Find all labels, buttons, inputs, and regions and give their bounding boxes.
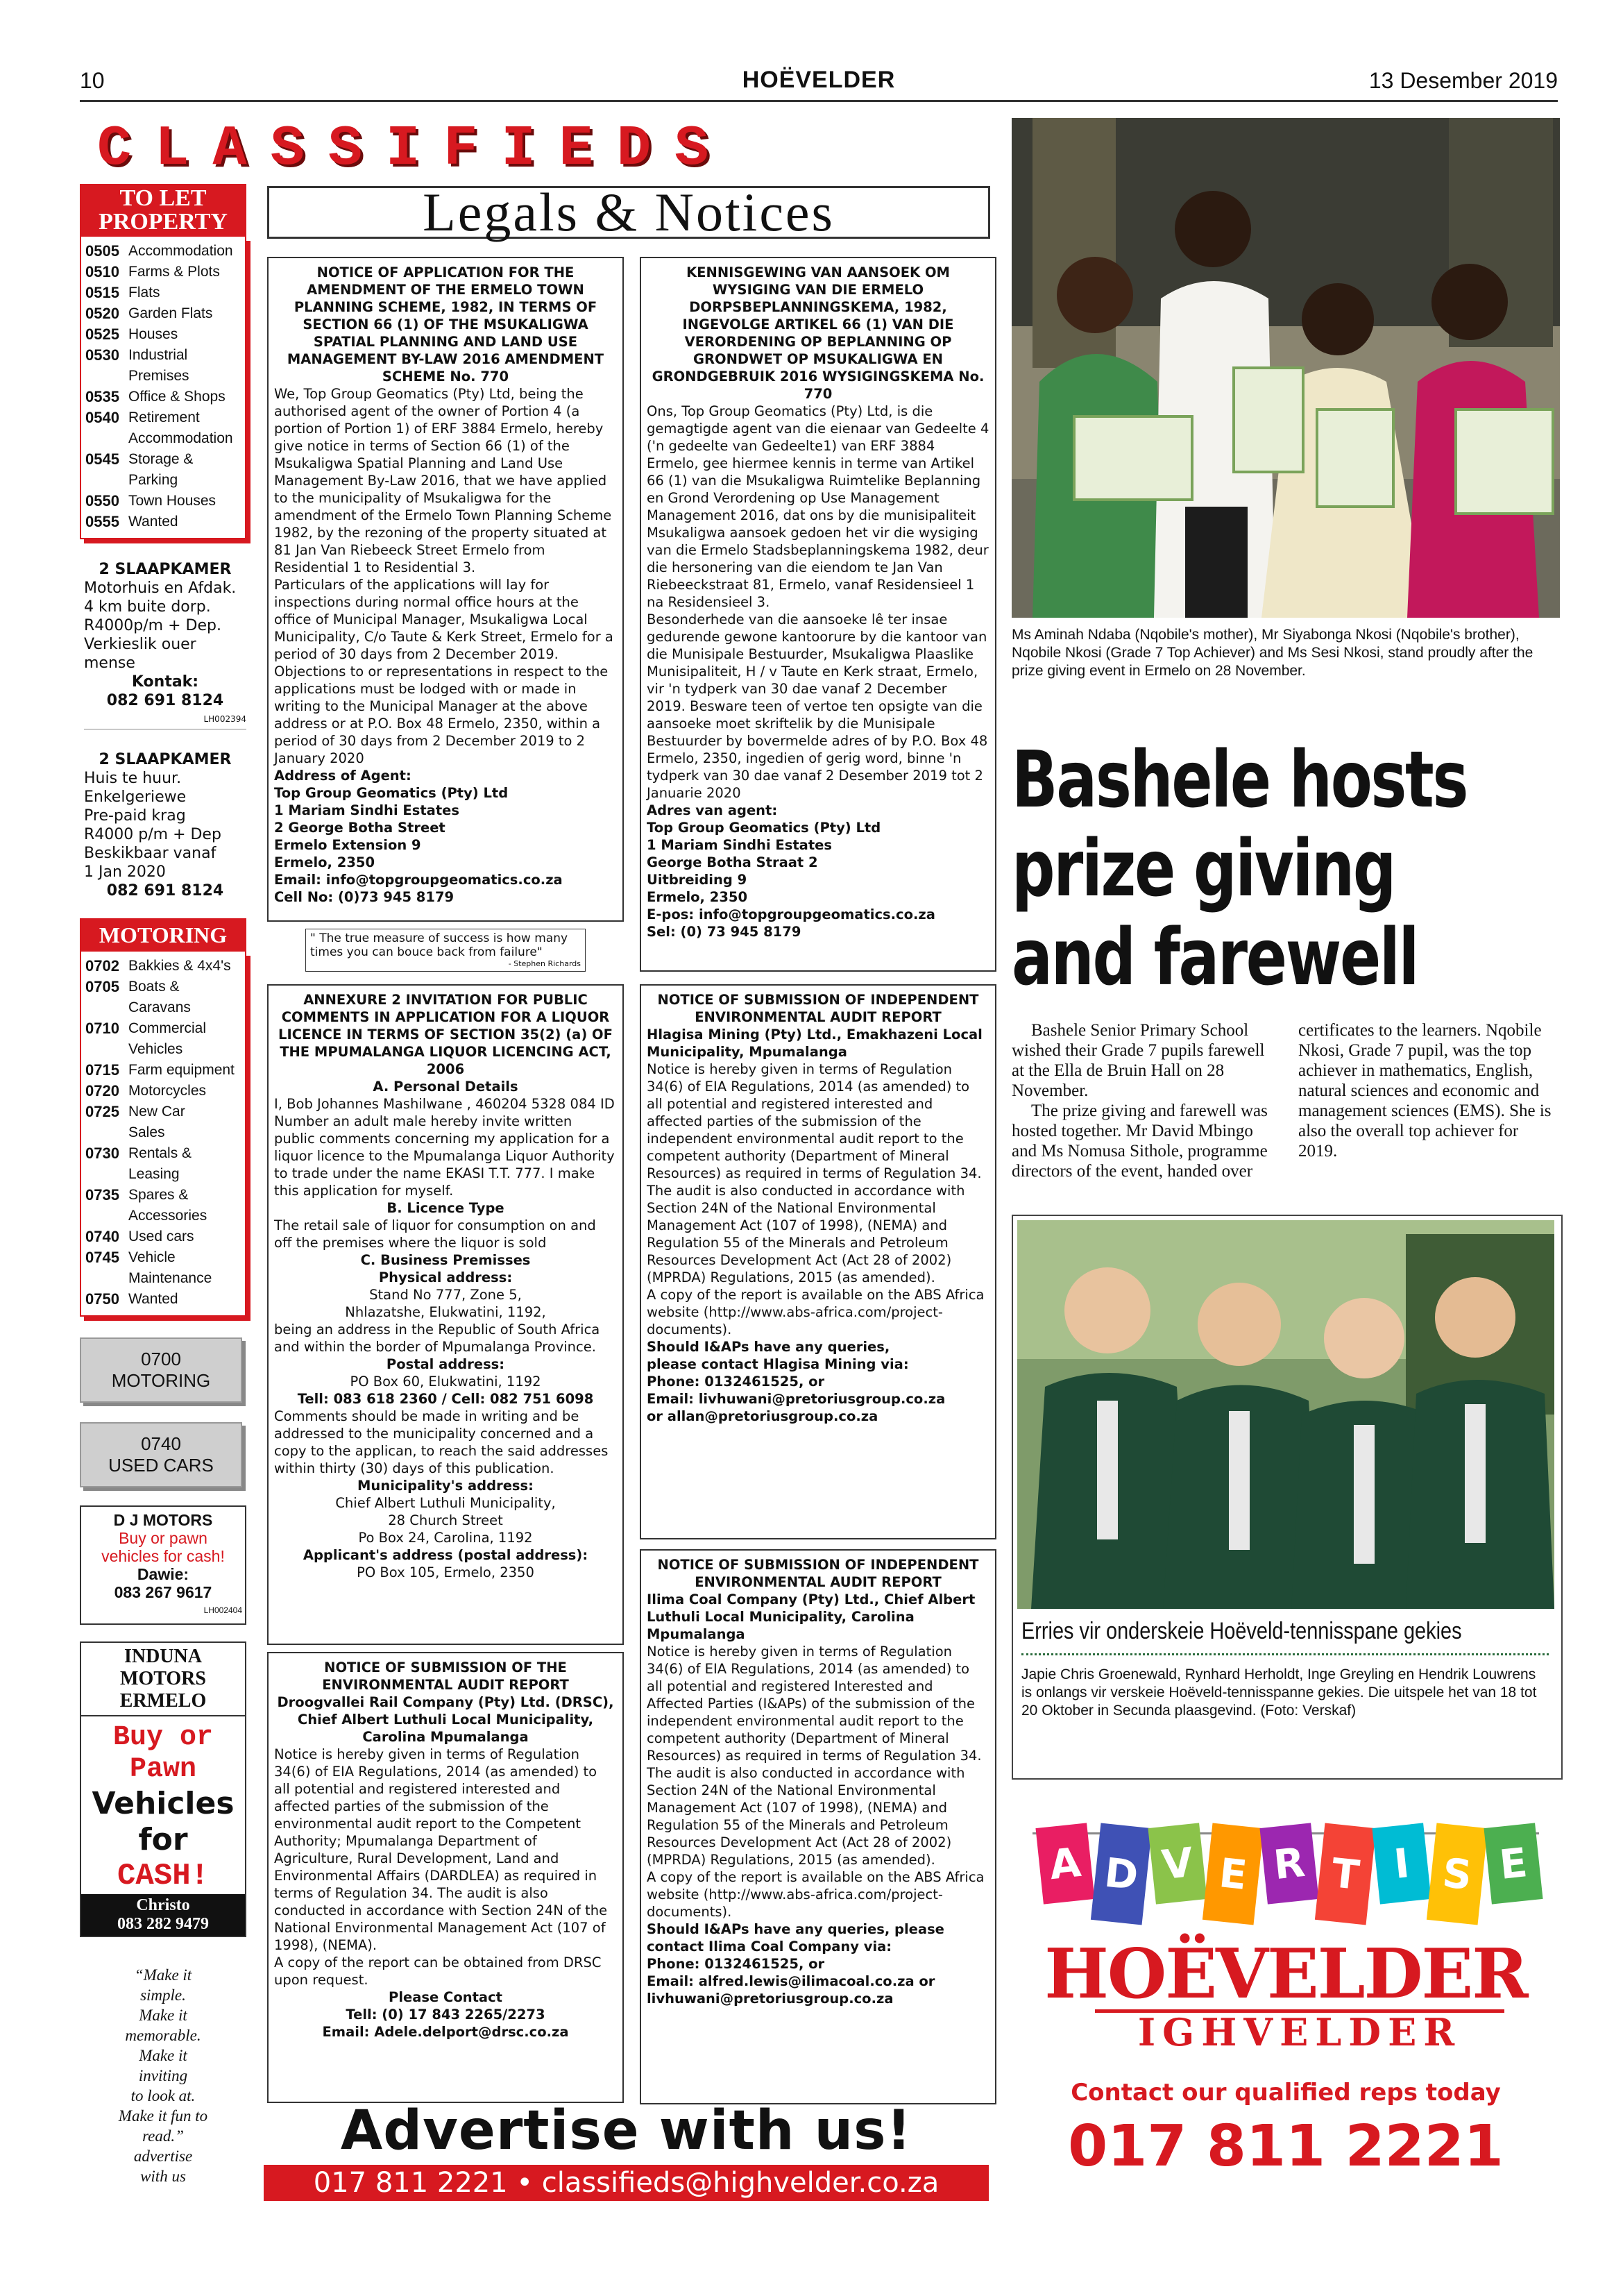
category-item[interactable] <box>85 387 242 407</box>
flag-letter: I <box>1391 1839 1411 1888</box>
advertise-letters <box>1039 1825 1539 1930</box>
headline-line: and farewell <box>1012 913 1418 1003</box>
category-code: 0550 <box>85 492 119 509</box>
notice-company: Hlagisa Mining (Pty) Ltd., Emakhazeni Local Municipality, Mpumalanga <box>647 1027 983 1060</box>
category-label: Rentals & <box>128 1145 192 1161</box>
category-item[interactable] <box>85 303 242 324</box>
contact-line: Email: livhuwani@pretoriusgroup.co.za <box>647 1391 946 1407</box>
category-label: Accommodation <box>128 243 233 259</box>
success-quote-box <box>305 929 586 972</box>
quote-line: inviting <box>138 2067 188 2084</box>
category-label: Storage & <box>128 451 194 467</box>
quote-line: Make it <box>139 2007 187 2024</box>
notice-paragraph-1: Notice is hereby given in terms of Regulation 34(6) of EIA Regulations, 2014 (as amended) to all potential and registered Interested and Affected Parties (I&APs) of the submission of the independent environmental audit report to the competent authority (Department of Mineral Resources) as required in terms of Regulation 34. <box>647 1644 982 1764</box>
contact-line: or allan@pretoriusgroup.co.za <box>647 1408 878 1424</box>
induna-vehicles: Vehicles <box>92 1786 235 1821</box>
category-label: Bakkies & 4x4's <box>128 958 231 974</box>
category-item[interactable] <box>85 1039 242 1060</box>
bunting-flag <box>1372 1823 1431 1904</box>
category-item[interactable] <box>85 1226 242 1247</box>
category-item[interactable] <box>85 241 242 262</box>
prize-giving-photo <box>1012 118 1560 618</box>
ad-line: R4000p/m + Dep. <box>84 617 221 634</box>
address-line: Stand No 777, Zone 5, <box>369 1287 522 1303</box>
category-item[interactable] <box>85 282 242 303</box>
agent-line: Email: info@topgroupgeomatics.co.za <box>274 872 563 888</box>
notice-contact <box>647 1921 989 2007</box>
category-item[interactable] <box>85 1268 242 1289</box>
section-label: MOTORING <box>111 1370 211 1391</box>
postal-address-line: PO Box 60, Elukwatini, 1192 <box>350 1374 541 1390</box>
tennis-story-caption: Japie Chris Groenewald, Rynhard Herholdt, Inge Greyling en Hendrik Louwrens is onlangs vir verskeie Hoëveld-tennisspanne gekies. Die uitspele het van 18 tot 20 Oktober in Secunda plaasgevind. (Foto: Verskaf) <box>1021 1666 1537 1719</box>
category-label: Industrial <box>128 347 188 363</box>
quote-line: “Make it <box>134 1966 192 1984</box>
section-0740-box[interactable] <box>80 1422 242 1487</box>
ad-line: Pre-paid krag <box>84 807 186 825</box>
category-label: Motorcycles <box>128 1083 207 1099</box>
advertise-quote <box>80 1965 246 2186</box>
category-code <box>85 1039 128 1060</box>
page-number: 10 <box>80 68 105 93</box>
category-item[interactable] <box>85 345 242 366</box>
category-label: Spares & <box>128 1187 189 1203</box>
hoevelder-advertise-ad[interactable] <box>1012 1791 1560 2193</box>
ad-line: Enkelgeriewe <box>84 788 187 806</box>
highvelder-logo-text: IGHVELDER <box>1095 2009 1504 2052</box>
category-label: Flats <box>128 285 160 301</box>
notice-ilima-audit <box>640 1549 996 2104</box>
comments-text: Comments should be made in writing and be addressed to the municipality concerned and a copy to the applican, to reach the said addresses within thirty (30) days of this publication. <box>274 1408 609 1476</box>
dj-motors-title: D J MOTORS <box>113 1511 213 1529</box>
category-item[interactable] <box>85 1206 242 1226</box>
category-code: 0545 <box>85 450 119 468</box>
category-item[interactable] <box>85 428 242 449</box>
category-item[interactable] <box>85 470 242 491</box>
category-code: 0510 <box>85 263 119 280</box>
notice-paragraph-2: The audit is also conducted in accordance with Section 24N of the National Environmental Management Act (107 of 1998), (NEMA) and Regulation 55 of the Minerals and Petroleum Resources Development Act (Act 28 of 2002) (MPRDA) Regulations, 2015 (as amended). <box>647 1765 965 1868</box>
notice-body-2: Besonderhede van die aansoeke lê ter insae gedurende gewone kantoorure by die kantoor van die Munisipale Bestuurder, Msukaligwa Plaaslike Munisipaliteit, H / v Taute en Kerk straat, Ermelo, vir 'n tydperk van 30 dae vanaf 2 December 2019. Besware teen of vertoe ten opsigte van die aansoeke moet skriftelik by die Munisipale Bestuurder by bovermelde adres of by P.O. Box 48 Ermelo, 2350, ingedien of gerig word, binne 'n tydperk van 30 dae vanaf 2 Desember 2019 tot 2 Januarie 2020 <box>647 611 988 801</box>
category-code <box>85 470 128 491</box>
flag-letter: E <box>1216 1849 1250 1899</box>
advertise-title: Advertise with us! <box>340 2100 912 2162</box>
category-code: 0540 <box>85 409 119 426</box>
address-line: Chief Albert Luthuli Municipality, <box>335 1495 556 1511</box>
category-item[interactable] <box>85 512 242 532</box>
headline-line: prize giving <box>1012 824 1395 914</box>
category-code: 0530 <box>85 346 119 364</box>
category-code <box>85 1164 128 1185</box>
address-line: 28 Church Street <box>388 1512 503 1528</box>
publication-name: HOËVELDER <box>742 67 896 93</box>
category-code <box>85 1122 128 1143</box>
quote-line: read.” <box>142 2127 184 2145</box>
category-code: 0730 <box>85 1145 119 1162</box>
notice-contact <box>647 1338 989 1425</box>
notice-town-planning-english <box>267 257 624 922</box>
agent-line: Ermelo, 2350 <box>647 889 748 905</box>
advertise-with-us-banner[interactable] <box>264 2100 989 2201</box>
category-label: Accessories <box>128 1208 207 1224</box>
classified-index-column <box>80 184 246 2186</box>
category-label: Leasing <box>128 1166 180 1182</box>
category-code: 0720 <box>85 1082 119 1099</box>
notice-body-2: Particulars of the applications will lay for inspections during normal office hours at the office of Municipal Manager, Msukaligwa Local Municipality, C/o Taute & Kerk Street, Ermelo for a period of 30 days from 2 December 2019. Objections to or representations in respect to the applications must be lodged with or made in writing to the Municipal Manager at the above address or at P.O. Box 48 Ermelo, 2350, within a period of 30 days from 2 December 2019 to 2 January 2020 <box>274 577 613 766</box>
section-label: USED CARS <box>108 1455 214 1476</box>
category-item[interactable] <box>85 1289 242 1310</box>
category-item[interactable] <box>85 997 242 1018</box>
bunting-flag <box>1035 1823 1094 1904</box>
dj-motors-contact: Dawie: <box>137 1565 189 1583</box>
category-code <box>85 366 128 387</box>
prize-giving-photo-image <box>1012 118 1560 618</box>
notice-body: Ons, Top Group Geomatics (Pty) Ltd, is die gemagtigde agent van die eienaar van Gedeelte 4 ('n gedeelte van Gedeelte1) van ERF 3884 Ermelo, gee hiermee kennis in terme van Artikel 66 (1) van die Msukaligwa Ruimtelike Beplanning en Grond Verordening op Use Management Management 2016, dat ons by die munisipaliteit Msukaligwa aansoek gedoen het vir die wysiging van die Ermelo Stadsbeplanningskema 1982, deur die hersonering van die eiendom te Jan Van Riebeeckstraat 81, Ermelo, vanaf Residensieel 1 na Residensieel 3. <box>647 403 989 610</box>
contact-line: Tell: (0) 17 843 2265/2273 <box>346 2007 545 2023</box>
category-label: Vehicle <box>128 1249 176 1265</box>
category-item[interactable] <box>85 324 242 345</box>
induna-phone: 083 282 9479 <box>117 1915 209 1933</box>
notice-title: NOTICE OF APPLICATION FOR THE AMENDMENT OF THE ERMELO TOWN PLANNING SCHEME, 1982, IN TERMS OF SECTION 66 (1) OF THE MSUKALIGWA SPATIAL PLANNING AND LAND USE MANAGEMENT BY-LAW 2016 AMENDMENT SCHEME No. 770 <box>287 264 604 385</box>
advertise-contact: 017 811 2221 • classifieds@highvelder.co.za <box>264 2165 989 2201</box>
ad-line: 4 km buite dorp. <box>84 598 211 616</box>
category-label: Vehicles <box>128 1041 183 1057</box>
tennis-team-photo <box>1017 1220 1554 1609</box>
physical-address-heading: Physical address: <box>378 1269 513 1285</box>
physical-address-lines <box>274 1286 617 1321</box>
municipality-address-heading: Municipality's address: <box>357 1478 534 1494</box>
category-item[interactable] <box>85 1018 242 1039</box>
bunting-flag <box>1427 1823 1488 1925</box>
notice-title: NOTICE OF SUBMISSION OF THE ENVIRONMENTAL AUDIT REPORT <box>322 1660 569 1693</box>
issue-date: 13 Desember 2019 <box>1368 68 1558 93</box>
notice-paragraph-2: The audit is also conducted in accordance with Section 24N of the National Environmental Management Act (107 of 1998), (NEMA) and Regulation 55 of the Minerals and Petroleum Resources Development Act (Act 28 of 2002) (MPRDA) Regulations, 2015 (as amended). <box>647 1183 965 1285</box>
notice-drsc-audit <box>267 1652 624 2103</box>
agent-line: Uitbreiding 9 <box>647 872 747 888</box>
quote-line: simple. <box>140 1986 186 2004</box>
classified-ad-2[interactable] <box>84 750 246 900</box>
tennis-story-box <box>1012 1215 1563 1780</box>
motoring-category-list <box>80 952 246 1317</box>
category-code: 0740 <box>85 1228 119 1245</box>
section-0700-box[interactable] <box>80 1337 242 1403</box>
category-label: Houses <box>128 326 178 342</box>
applicant-address-heading: Applicant's address (postal address): <box>303 1547 588 1563</box>
induna-contact-name: Christo <box>136 1896 190 1914</box>
agent-line: Ermelo Extension 9 <box>274 837 421 853</box>
bunting-flag <box>1091 1823 1152 1925</box>
agent-line: Top Group Geomatics (Pty) Ltd <box>274 785 509 801</box>
quote-line: to look at. <box>130 2087 196 2104</box>
contact-line: Phone: 0132461525, or <box>647 1956 825 1972</box>
contact-line: Should I&APs have any queries, <box>647 1339 890 1355</box>
quote-line: Make it fun to <box>118 2107 208 2125</box>
ad-line: Huis te huur. <box>84 770 182 787</box>
category-item[interactable] <box>85 449 242 470</box>
category-label: Farms & Plots <box>128 264 220 280</box>
agent-address <box>647 802 989 940</box>
category-code: 0725 <box>85 1103 119 1120</box>
category-code: 0710 <box>85 1020 119 1037</box>
category-code <box>85 997 128 1018</box>
page-header <box>80 64 1558 102</box>
quote-line: advertise <box>133 2147 193 2165</box>
category-item[interactable] <box>85 262 242 282</box>
category-code: 0702 <box>85 957 119 974</box>
prize-giving-caption: Ms Aminah Ndaba (Nqobile's mother), Mr Siyabonga Nkosi (Nqobile's brother), Nqobile Nkosi (Grade 7 Top Achiever) and Ms Sesi Nkosi, stand proudly after the prize giving event in Ermelo on 28 November. <box>1012 627 1533 679</box>
agent-line: Adres van agent: <box>647 802 778 818</box>
ad-line: Beskikbaar vanaf <box>84 845 216 862</box>
section-b-body: The retail sale of liquor for consumption on and off the premises where the liquor is sold <box>274 1217 596 1251</box>
physical-address-body: being an address in the Republic of South Africa and within the border of Mpumalanga Province. <box>274 1322 600 1355</box>
category-item[interactable] <box>85 1060 242 1081</box>
category-item[interactable] <box>85 1143 242 1164</box>
ad-line: Verkieslik ouer <box>84 636 196 653</box>
article-body <box>1012 1020 1560 1181</box>
section-c-heading: C. Business Premisses <box>360 1252 531 1268</box>
notice-title: NOTICE OF SUBMISSION OF INDEPENDENT ENVIRONMENTAL AUDIT REPORT <box>657 992 979 1025</box>
category-code <box>85 428 128 449</box>
contact-line: Phone: 0132461525, or <box>647 1374 825 1390</box>
contact-line: Should I&APs have any queries, please contact Ilima Coal Company via: <box>647 1921 944 1955</box>
dj-motors-line2: vehicles for cash! <box>101 1547 225 1565</box>
agent-line: Ermelo, 2350 <box>274 854 375 870</box>
notice-paragraph-1: Notice is hereby given in terms of Regulation 34(6) of EIA Regulations, 2014 (as amended) to all potential and registered interested and affected parties of the submission of the environmental audit report to the Competent Authority; Mpumalanga Department of Agriculture, Rural Development, Land and Environmental Affairs (DARDLEA) as required in terms of Regulation 34. The audit is also conducted in accordance with Section 24N of the National Environmental Management Act (107 of 1998), (NEMA). <box>274 1746 608 1953</box>
section-code: 0700 <box>141 1349 181 1369</box>
category-code: 0505 <box>85 242 119 260</box>
contact-line: Email: Adele.delport@drsc.co.za <box>322 2024 569 2040</box>
ad-line: R4000 p/m + Dep <box>84 826 221 843</box>
notice-liquor-licence <box>267 984 624 1645</box>
agent-line: Address of Agent: <box>274 768 411 784</box>
dj-motors-ref: LH002404 <box>203 1605 242 1615</box>
agent-line: Cell No: (0)73 945 8179 <box>274 889 454 905</box>
category-item[interactable] <box>85 1164 242 1185</box>
category-code: 0520 <box>85 305 119 322</box>
contact-line: please contact Hlagisa Mining via: <box>647 1356 909 1372</box>
flag-letter: S <box>1440 1849 1475 1899</box>
classifieds-title: CLASSIFIEDS <box>97 117 733 181</box>
article-paragraph: Bashele Senior Primary School wished their Grade 7 pupils farewell at the Ella de Bruin Hall on 28 November. <box>1012 1021 1265 1100</box>
quote-text: " The true measure of success is how many times you can bouce back from failure" <box>310 931 568 959</box>
hoevelder-logo-text: HOËVELDER <box>1044 1934 1527 2014</box>
category-item[interactable] <box>85 956 242 977</box>
category-label: Commercial <box>128 1020 207 1036</box>
category-code: 0735 <box>85 1186 119 1204</box>
motoring-header <box>80 918 246 952</box>
applicant-address-line: PO Box 105, Ermelo, 2350 <box>357 1564 534 1580</box>
ad-line: 1 Jan 2020 <box>84 863 166 881</box>
category-code: 0750 <box>85 1290 119 1308</box>
address-line: Nhlazatshe, Elukwatini, 1192, <box>345 1304 546 1320</box>
contact-line: Please Contact <box>389 1989 502 2005</box>
category-label: Caravans <box>128 999 191 1015</box>
bunting-flag <box>1315 1823 1376 1925</box>
notice-body: We, Top Group Geomatics (Pty) Ltd, being the authorised agent of the owner of Portion 4 (a portion of Portion 1) of ERF 3884 Ermelo, hereby give notice in terms of Section 66 (1) of the Msukaligwa Spatial Planning and Land Use Management By-Law 2016, that we have applied to the municipality of Msukaligwa for the amendment of the Ermelo Town Planning Scheme 1982, by the rezoning of the property situated at 81 Jan Van Riebeeck Street Ermelo from Residential 1 to Residential 3. <box>274 386 612 575</box>
agent-line: 1 Mariam Sindhi Estates <box>647 837 832 853</box>
notice-hlagisa-audit <box>640 984 996 1539</box>
notice-town-planning-afrikaans <box>640 257 996 972</box>
address-line: Po Box 24, Carolina, 1192 <box>358 1530 533 1546</box>
to-let-subtitle: PROPERTY <box>99 209 228 235</box>
contact-line: Email: alfred.lewis@ilimacoal.co.za or livhuwani@pretoriusgroup.co.za <box>647 1973 935 2007</box>
section-a-body: I, Bob Johannes Mashilwane , 460204 5328 084 ID Number an adult male hereby invite written public comments concerning my application for a liquor licence to the Mpumalanga Liquor Authority to trade under the name EKASI T.T. 777. I make this application for myself. <box>274 1096 615 1199</box>
ad-phone: 082 691 8124 <box>106 882 224 900</box>
category-label: Boats & <box>128 979 180 995</box>
category-code <box>85 1206 128 1226</box>
dj-motors-ad[interactable] <box>80 1505 246 1625</box>
induna-town: ERMELO <box>119 1690 207 1712</box>
article-paragraph: The prize giving and farewell was hosted together. Mr David Mbingo and Ms Nomusa Sithole, programme directors of the event, handed over certificates to the learners. Nqobile Nkosi, Grade 7 pupil, was the top achiever in mathematics, English, natural sciences and economic and management sciences (EMS). She is also the overall top achiever for 2019. <box>1012 1021 1552 1181</box>
quote-line: Make it <box>139 2047 187 2064</box>
ad-title: 2 SLAAPKAMER <box>99 561 232 578</box>
legals-notices-title: Legals & Notices <box>267 186 990 239</box>
bunting-flag <box>1259 1823 1318 1904</box>
flag-letter: T <box>1329 1849 1361 1899</box>
to-let-category-list <box>80 237 246 539</box>
category-code: 0715 <box>85 1061 119 1079</box>
category-label: Office & Shops <box>128 389 226 405</box>
induna-motors-ad[interactable] <box>80 1641 246 1937</box>
category-item[interactable] <box>85 366 242 387</box>
flag-letter: E <box>1497 1839 1530 1889</box>
category-label: Wanted <box>128 1291 178 1307</box>
advert-phone: 017 811 2221 <box>1068 2113 1504 2179</box>
category-label: Premises <box>128 368 189 384</box>
flag-letter: A <box>1047 1838 1083 1889</box>
motoring-title: MOTORING <box>99 922 228 947</box>
municipality-address-lines <box>274 1494 617 1546</box>
tennis-team-photo-image <box>1017 1220 1554 1609</box>
category-item[interactable] <box>85 1101 242 1122</box>
category-item[interactable] <box>85 1247 242 1268</box>
ad-title: 2 SLAAPKAMER <box>99 751 232 768</box>
flag-letter: V <box>1159 1838 1196 1889</box>
postal-address-heading: Postal address: <box>386 1356 505 1372</box>
category-label: Sales <box>128 1124 165 1140</box>
agent-address <box>274 767 617 906</box>
ad-line: mense <box>84 655 135 672</box>
category-label: Town Houses <box>128 493 216 509</box>
category-code: 0555 <box>85 513 119 530</box>
category-label: Garden Flats <box>128 305 213 321</box>
flag-letter: R <box>1271 1838 1307 1889</box>
induna-for: for <box>138 1822 188 1857</box>
category-item[interactable] <box>85 1081 242 1101</box>
tennis-story-title: Erries vir onderskeie Hoëveld-tennisspane gekies <box>1021 1618 1462 1644</box>
classified-ad-1[interactable] <box>84 560 246 729</box>
category-label: New Car <box>128 1104 185 1120</box>
section-b-heading: B. Licence Type <box>386 1200 504 1216</box>
ad-phone: 082 691 8124 <box>106 692 224 709</box>
category-item[interactable] <box>85 1122 242 1143</box>
notice-title: KENNISGEWING VAN AANSOEK OM WYSIGING VAN DIE ERMELO DORPSBEPLANNINGSKEMA, 1982, INGEVOLGE ARTIKEL 66 (1) VAN DIE VERORDENING OP BEPLANNING OP GRONDWET OP MSUKALIGWA EN GRONDGEBRUIK 2016 WYSIGINGSKEMA No. 770 <box>652 264 985 402</box>
notice-company: Droogvallei Rail Company (Pty) Ltd. (DRSC), Chief Albert Luthuli Local Municipality, Carolina Mpumalanga <box>277 1694 614 1745</box>
section-code: 0740 <box>141 1433 181 1454</box>
ad-line: Motorhuis en Afdak. <box>84 580 237 597</box>
bunting-flag <box>1148 1823 1207 1904</box>
category-code: 0705 <box>85 978 119 995</box>
notice-company: Ilima Coal Company (Pty) Ltd., Chief Albert Luthuli Local Municipality, Carolina Mpumalanga <box>647 1592 976 1642</box>
dj-motors-phone: 083 267 9617 <box>114 1583 212 1601</box>
quote-author: - Stephen Richards <box>508 959 581 968</box>
category-label: Maintenance <box>128 1270 212 1286</box>
category-label: Used cars <box>128 1229 194 1244</box>
induna-pawn: Pawn <box>129 1754 196 1785</box>
notice-title: ANNEXURE 2 INVITATION FOR PUBLIC COMMENTS IN APPLICATION FOR A LIQUOR LICENCE IN TERMS OF SECTION 35(2) (a) OF THE MPUMALANGA LIQUOR LICENCING ACT, 2006 <box>278 992 613 1077</box>
ad-contact-label: Kontak: <box>131 673 199 691</box>
category-item[interactable] <box>85 1185 242 1206</box>
flag-letter: D <box>1102 1848 1141 1900</box>
category-item[interactable] <box>85 407 242 428</box>
article-headline <box>1012 736 1564 1002</box>
category-label: Accommodation <box>128 430 233 446</box>
dj-motors-line1: Buy or pawn <box>119 1529 207 1547</box>
advert-tagline: Contact our qualified reps today <box>1071 2079 1501 2107</box>
induna-cash: CASH! <box>117 1859 210 1893</box>
notice-paragraph-3: A copy of the report is available on the ABS Africa website (http://www.abs-africa.com/project-documents). <box>647 1869 985 1920</box>
bunting-flag <box>1203 1823 1264 1925</box>
to-let-header <box>80 184 246 237</box>
agent-line: E-pos: info@topgroupgeomatics.co.za <box>647 906 935 922</box>
notice-paragraph-2: A copy of the report can be obtained from DRSC upon request. <box>274 1955 602 1988</box>
quote-line: memorable. <box>125 2027 201 2044</box>
category-label: Farm equipment <box>128 1062 235 1078</box>
category-code <box>85 1268 128 1289</box>
quote-line: with us <box>140 2168 186 2185</box>
headline-line: Bashele hosts <box>1012 735 1468 825</box>
notice-title: NOTICE OF SUBMISSION OF INDEPENDENT ENVIRONMENTAL AUDIT REPORT <box>657 1557 979 1590</box>
telephone-line: Tell: 083 618 2360 / Cell: 082 751 6098 <box>297 1391 594 1407</box>
to-let-title: TO LET <box>119 185 207 211</box>
induna-buy: Buy or <box>112 1722 214 1753</box>
agent-line: Top Group Geomatics (Pty) Ltd <box>647 820 881 836</box>
category-label: Retirement <box>128 410 200 425</box>
notice-paragraph-1: Notice is hereby given in terms of Regulation 34(6) of EIA Regulations, 2014 (as amended) to all potential and registered interested and affected parties of the submission of the independent environmental audit report to the competent authority (Department of Mineral Resources) as required in terms of Regulation 34. <box>647 1061 982 1181</box>
category-item[interactable] <box>85 491 242 512</box>
category-label: Wanted <box>128 514 178 530</box>
category-code: 0515 <box>85 284 119 301</box>
category-label: Parking <box>128 472 178 488</box>
category-code: 0525 <box>85 326 119 343</box>
ad-reference: LH002394 <box>84 710 246 729</box>
bunting-flag <box>1484 1823 1543 1904</box>
agent-line: George Botha Straat 2 <box>647 854 818 870</box>
category-item[interactable] <box>85 977 242 997</box>
category-code: 0745 <box>85 1249 119 1266</box>
agent-line: Sel: (0) 73 945 8179 <box>647 924 801 940</box>
notice-contact <box>274 1989 617 2041</box>
section-a-heading: A. Personal Details <box>373 1079 518 1095</box>
induna-title: INDUNA MOTORS <box>120 1646 206 1689</box>
agent-line: 1 Mariam Sindhi Estates <box>274 802 459 818</box>
agent-line: 2 George Botha Street <box>274 820 445 836</box>
category-code: 0535 <box>85 388 119 405</box>
notice-paragraph-3: A copy of the report is available on the ABS Africa website (http://www.abs-africa.com/project-documents). <box>647 1287 985 1337</box>
